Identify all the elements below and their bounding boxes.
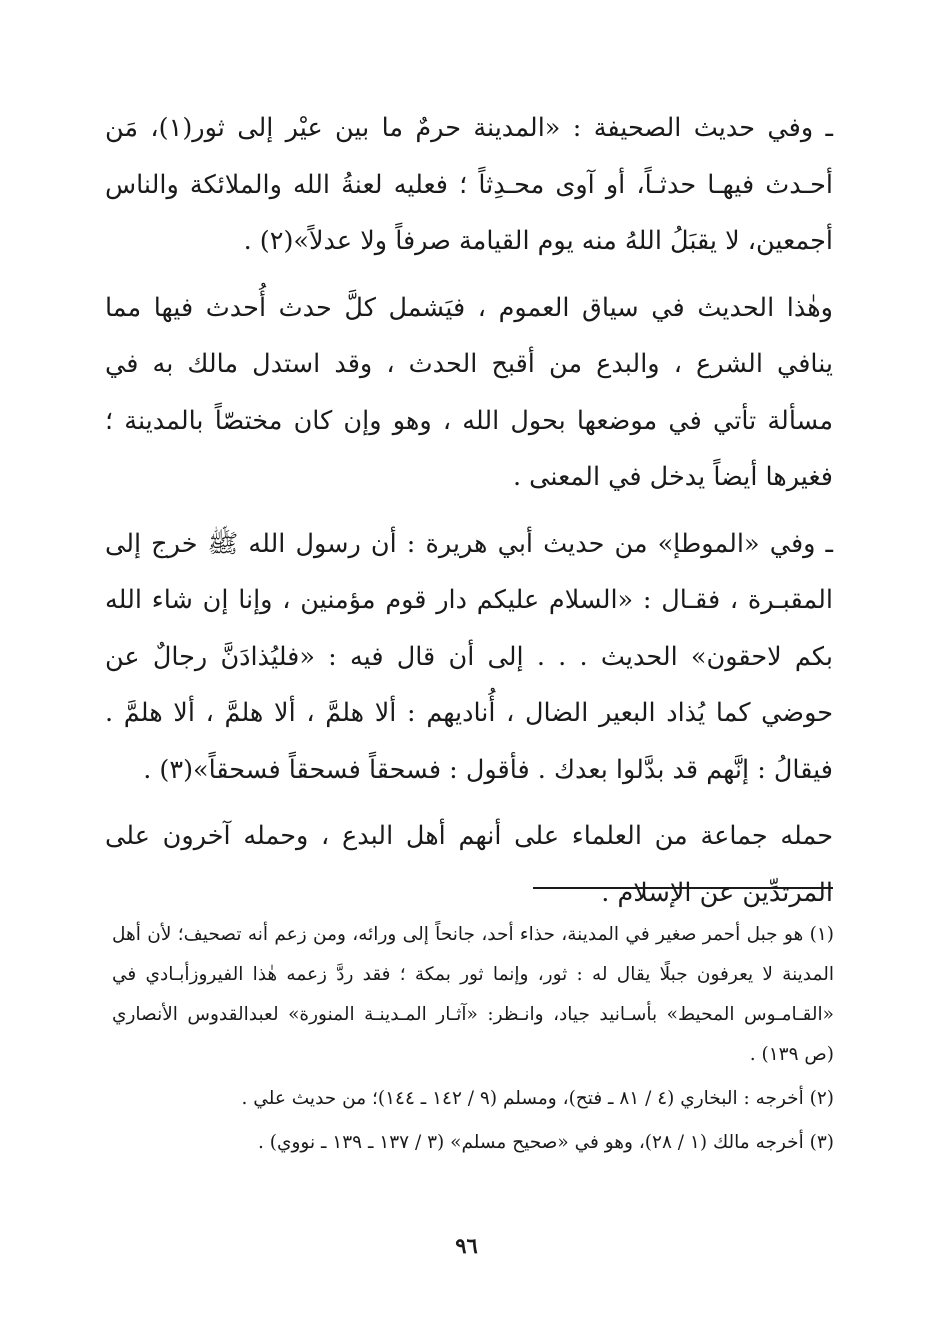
footnote-separator bbox=[533, 887, 833, 889]
paragraph-generality: وهٰذا الحديث في سياق العموم ، فيَشمل كلَّ حدث أُحدث فيها مما ينافي الشرع ، والبدع من أقبح الحدث ، وقد استدل مالك به في مسألة تأتي في موضعها بحول الله ، وهو وإن كان مختصّاً بالمدينة ؛ فغيرها أيضاً يدخل في المعنى . bbox=[105, 292, 833, 492]
paragraph-interpretation: حمله جماعة من العلماء على أنهم أهل البدع ، وحمله آخرون على المرتدِّين عن الإسلام . bbox=[105, 821, 833, 908]
footnote-2: (٢) أخرجه : البخاري (٤ / ٨١ ـ فتح)، ومسلم (٩ / ١٤٢ ـ ١٤٤)؛ من حديث علي . bbox=[241, 1088, 834, 1109]
footnote-1: (١) هو جبل أحمر صغير في المدينة، حذاء أحد، جانحاً إلى ورائه، ومن زعم أنه تصحيف؛ لأن أهل المدينة لا يعرفون جبلًا يقال له : ثور، وإنما ثور بمكة ؛ فقد ردَّ زعمه هٰذا الفيروزأبـادي في «القـامـوس المحيط» بأسـانيد جياد، وانـظر: «آثـار المـدينـة المنورة» لعبدالقدوس الأنصاري (ص ١٣٩) . bbox=[112, 924, 834, 1065]
page-number: ٩٦ bbox=[455, 1233, 478, 1258]
paragraph-muwatta-hadith: ـ وفي «الموطإ» من حديث أبي هريرة : أن رسول الله ﷺ خرج إلى المقبـرة ، فقـال : «السلام عليكم دار قوم مؤمنين ، وإنا إن شاء الله بكم لاحقون» الحديث . . . إلى أن قال فيه : «فليُذادَنَّ رجالٌ عن حوضي كما يُذاد البعير الضال ، أُناديهم : ألا هلمَّ ، ألا هلمَّ ، ألا هلمَّ . فيقالُ : إنَّهم قد بدَّلوا بعدك . فأقول : فسحقاً فسحقاً فسحقاً»(٣) . bbox=[105, 528, 833, 785]
main-text bbox=[105, 100, 833, 931]
footnotes bbox=[112, 915, 834, 1167]
paragraph-sahifa-hadith: ـ وفي حديث الصحيفة : «المدينة حرمٌ ما بين عيْر إلى ثور(١)، مَن أحـدث فيهـا حدثـاً، أو آوى محـدِثاً ؛ فعليه لعنةُ الله والملائكة والناس أجمعين، لا يقبَلُ اللهُ منه يوم القيامة صرفاً ولا عدلاً»(٢) . bbox=[105, 113, 833, 256]
footnote-3: (٣) أخرجه مالك (١ / ٢٨)، وهو في «صحيح مسلم» (٣ / ١٣٧ ـ ١٣٩ ـ نووي) . bbox=[258, 1132, 834, 1153]
